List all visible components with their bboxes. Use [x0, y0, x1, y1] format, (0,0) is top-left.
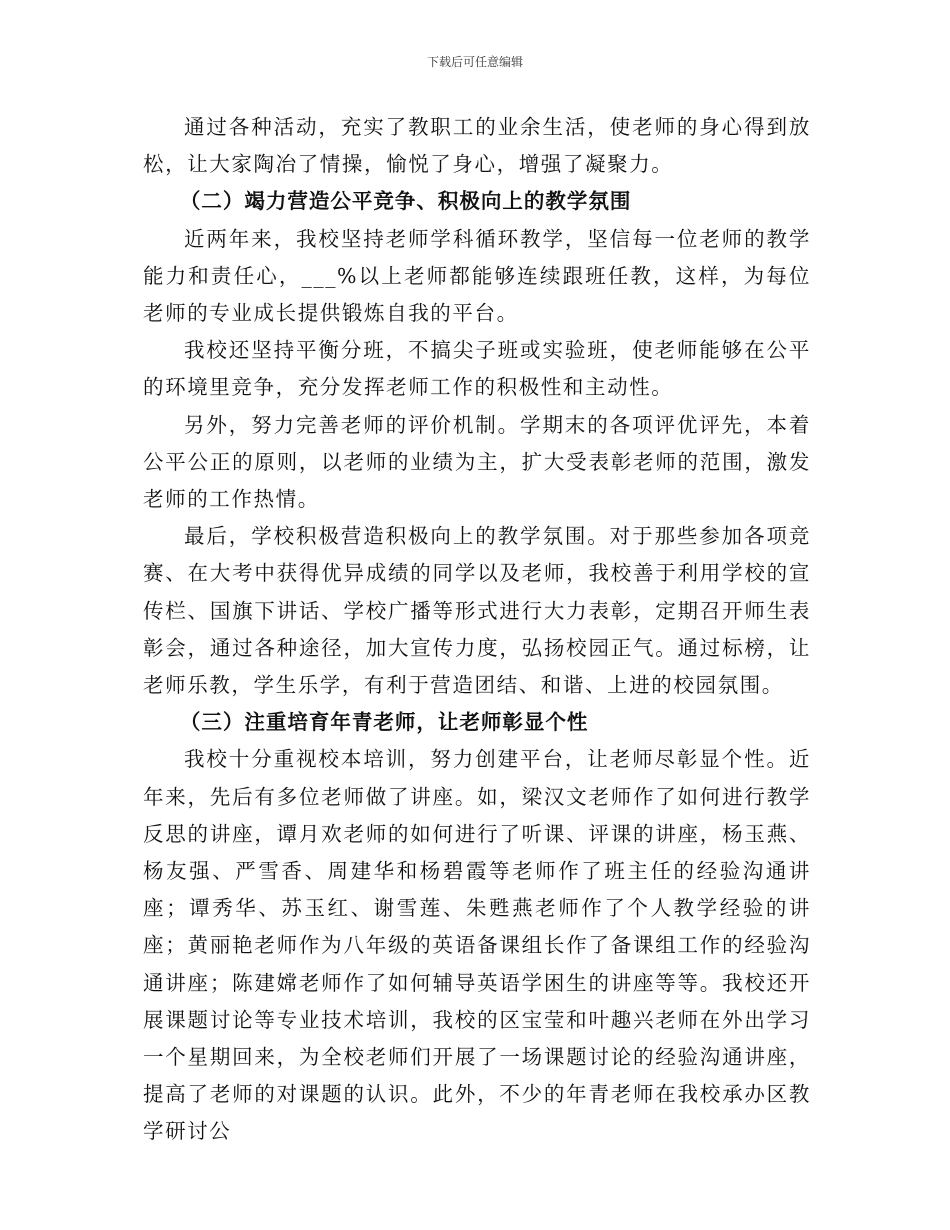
paragraph-balanced-classes: 我校还坚持平衡分班，不搞尖子班或实验班，使老师能够在公平的环境里竞争，充分发挥老师工作的积极性和主动性。 — [143, 338, 811, 400]
paragraph-activities: 通过各种活动，充实了教职工的业余生活，使老师的身心得到放松，让大家陶冶了情操，愉悦了身心，增强了凝聚力。 — [143, 115, 811, 177]
document-body — [143, 109, 811, 1151]
paragraph-training: 我校十分重视校本培训，努力创建平台，让老师尽彰显个性。近年来，先后有多位老师做了讲座。如，梁汉文老师作了如何进行教学反思的讲座，谭月欢老师的如何进行了听课、评课的讲座，杨玉燕、杨友强、严雪香、周建华和杨碧霞等老师作了班主任的经验沟通讲座；谭秀华、苏玉红、谢雪莲、朱甦燕老师作了个人教学经验的讲座；黄丽艳老师作为八年级的英语备课组长作了备课组工作的经验沟通讲座；陈建嫦老师作了如何辅导英语学困生的讲座等等。我校还开展课题讨论等专业技术培训，我校的区宝莹和叶趣兴老师在外出学习一个星期回来，为全校老师们开展了一场课题讨论的经验沟通讲座，提高了老师的对课题的认识。此外，不少的年青老师在我校承办区教学研讨公 — [143, 747, 811, 1144]
paragraph-rotation-teaching: 近两年来，我校坚持老师学科循环教学，坚信每一位老师的教学能力和责任心，___%以上老师都能够连续跟班任教，这样，为每位老师的专业成长提供锻炼自我的平台。 — [143, 226, 811, 326]
section-heading-3: （三）注重培育年青老师，让老师彰显个性 — [179, 710, 589, 735]
paragraph-evaluation: 另外，努力完善老师的评价机制。学期末的各项评优评先，本着公平公正的原则，以老师的业绩为主，扩大受表彰老师的范围，激发老师的工作热情。 — [143, 412, 811, 512]
paragraph-atmosphere: 最后，学校积极营造积极向上的教学氛围。对于那些参加各项竞赛、在大考中获得优异成绩的同学以及老师，我校善于利用学校的宣传栏、国旗下讲话、学校广播等形式进行大力表彰，定期召开师生表彰会，通过各种途径，加大宣传力度，弘扬校园正气。通过标榜，让老师乐教，学生乐学，有利于营造团结、和谐、上进的校园氛围。 — [143, 524, 811, 698]
section-heading-2: （二）竭力营造公平竞争、积极向上的教学氛围 — [179, 189, 632, 214]
header-note: 下载后可任意编辑 — [426, 55, 523, 69]
